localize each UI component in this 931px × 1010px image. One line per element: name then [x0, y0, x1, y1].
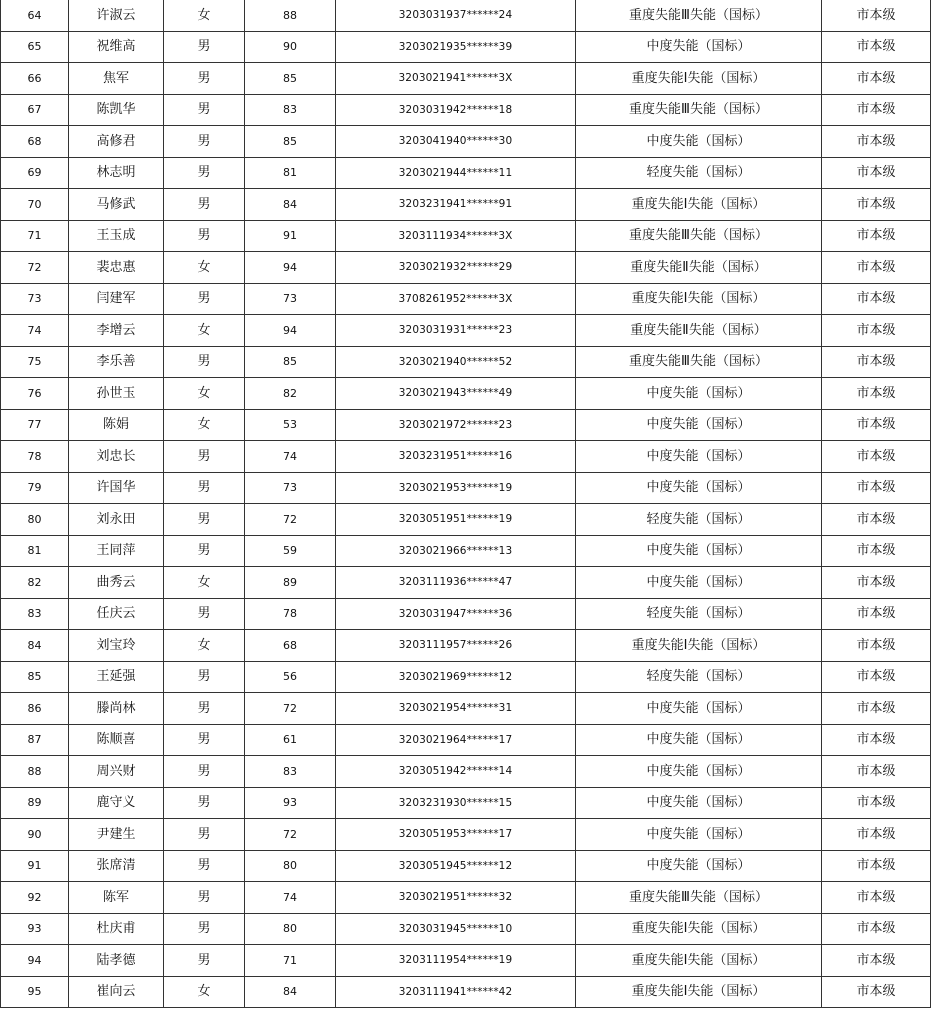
gender-cell: 男: [164, 283, 245, 315]
id-number-cell: 3203051951******19: [336, 504, 576, 536]
id-number-cell: 3203021953******19: [336, 472, 576, 504]
gender-cell: 男: [164, 157, 245, 189]
table-row: [1, 63, 931, 95]
age-cell: 56: [245, 661, 336, 693]
disability-level-cell: 重度失能Ⅲ失能（国标）: [576, 220, 822, 252]
age-cell: 68: [245, 630, 336, 662]
row-number-cell: 85: [1, 661, 69, 693]
age-cell: 85: [245, 63, 336, 95]
region-cell: 市本级: [822, 819, 931, 851]
table-row: [1, 724, 931, 756]
id-number-cell: 3203231941******91: [336, 189, 576, 221]
table-row: [1, 409, 931, 441]
region-cell: 市本级: [822, 472, 931, 504]
table-row: [1, 378, 931, 410]
age-cell: 85: [245, 346, 336, 378]
disability-level-cell: 中度失能（国标）: [576, 693, 822, 725]
row-number-cell: 87: [1, 724, 69, 756]
gender-cell: 男: [164, 63, 245, 95]
disability-level-cell: 中度失能（国标）: [576, 441, 822, 473]
row-number-cell: 67: [1, 94, 69, 126]
row-number-cell: 78: [1, 441, 69, 473]
row-number-cell: 68: [1, 126, 69, 158]
id-number-cell: 3203021966******13: [336, 535, 576, 567]
region-cell: 市本级: [822, 409, 931, 441]
gender-cell: 女: [164, 567, 245, 599]
id-number-cell: 3203031945******10: [336, 913, 576, 945]
id-number-cell: 3203051945******12: [336, 850, 576, 882]
name-cell: 滕尚林: [69, 693, 164, 725]
gender-cell: 女: [164, 252, 245, 284]
name-cell: 崔向云: [69, 976, 164, 1008]
region-cell: 市本级: [822, 189, 931, 221]
name-cell: 王同萍: [69, 535, 164, 567]
name-cell: 杜庆甫: [69, 913, 164, 945]
name-cell: 许国华: [69, 472, 164, 504]
age-cell: 80: [245, 850, 336, 882]
name-cell: 闫建军: [69, 283, 164, 315]
table-row: [1, 441, 931, 473]
id-number-cell: 3203021941******3X: [336, 63, 576, 95]
id-number-cell: 3203021943******49: [336, 378, 576, 410]
row-number-cell: 94: [1, 945, 69, 977]
gender-cell: 男: [164, 819, 245, 851]
disability-level-cell: 中度失能（国标）: [576, 819, 822, 851]
id-number-cell: 3203031937******24: [336, 0, 576, 31]
id-number-cell: 3203021951******32: [336, 882, 576, 914]
table-row: [1, 189, 931, 221]
table-row: [1, 661, 931, 693]
region-cell: 市本级: [822, 504, 931, 536]
region-cell: 市本级: [822, 346, 931, 378]
gender-cell: 男: [164, 661, 245, 693]
name-cell: 曲秀云: [69, 567, 164, 599]
table-row: [1, 819, 931, 851]
name-cell: 王玉成: [69, 220, 164, 252]
age-cell: 85: [245, 126, 336, 158]
gender-cell: 男: [164, 693, 245, 725]
gender-cell: 女: [164, 378, 245, 410]
region-cell: 市本级: [822, 850, 931, 882]
row-number-cell: 83: [1, 598, 69, 630]
region-cell: 市本级: [822, 252, 931, 284]
row-number-cell: 71: [1, 220, 69, 252]
age-cell: 83: [245, 756, 336, 788]
id-number-cell: 3203021954******31: [336, 693, 576, 725]
disability-level-cell: 轻度失能（国标）: [576, 157, 822, 189]
name-cell: 刘宝玲: [69, 630, 164, 662]
id-number-cell: 3203111957******26: [336, 630, 576, 662]
disability-level-cell: 中度失能（国标）: [576, 378, 822, 410]
table-row: [1, 157, 931, 189]
row-number-cell: 79: [1, 472, 69, 504]
disability-level-cell: 重度失能Ⅰ失能（国标）: [576, 189, 822, 221]
id-number-cell: 3203111941******42: [336, 976, 576, 1008]
region-cell: 市本级: [822, 126, 931, 158]
disability-level-cell: 中度失能（国标）: [576, 472, 822, 504]
name-cell: 陆孝德: [69, 945, 164, 977]
region-cell: 市本级: [822, 378, 931, 410]
row-number-cell: 82: [1, 567, 69, 599]
name-cell: 王延强: [69, 661, 164, 693]
row-number-cell: 95: [1, 976, 69, 1008]
disability-level-cell: 中度失能（国标）: [576, 535, 822, 567]
gender-cell: 男: [164, 472, 245, 504]
gender-cell: 男: [164, 535, 245, 567]
table-row: [1, 252, 931, 284]
gender-cell: 男: [164, 346, 245, 378]
id-number-cell: 3203031942******18: [336, 94, 576, 126]
id-number-cell: 3203021935******39: [336, 31, 576, 63]
age-cell: 74: [245, 882, 336, 914]
id-number-cell: 3203051942******14: [336, 756, 576, 788]
row-number-cell: 92: [1, 882, 69, 914]
name-cell: 许淑云: [69, 0, 164, 31]
disability-level-cell: 轻度失能（国标）: [576, 598, 822, 630]
name-cell: 陈顺喜: [69, 724, 164, 756]
row-number-cell: 64: [1, 0, 69, 31]
table-row: [1, 472, 931, 504]
table-row: [1, 315, 931, 347]
name-cell: 刘忠长: [69, 441, 164, 473]
region-cell: 市本级: [822, 157, 931, 189]
table-row: [1, 787, 931, 819]
gender-cell: 女: [164, 976, 245, 1008]
name-cell: 尹建生: [69, 819, 164, 851]
region-cell: 市本级: [822, 0, 931, 31]
gender-cell: 男: [164, 441, 245, 473]
disability-level-cell: 中度失能（国标）: [576, 756, 822, 788]
row-number-cell: 80: [1, 504, 69, 536]
age-cell: 82: [245, 378, 336, 410]
table-row: [1, 31, 931, 63]
name-cell: 陈娟: [69, 409, 164, 441]
age-cell: 84: [245, 189, 336, 221]
age-cell: 71: [245, 945, 336, 977]
row-number-cell: 90: [1, 819, 69, 851]
row-number-cell: 76: [1, 378, 69, 410]
age-cell: 59: [245, 535, 336, 567]
age-cell: 94: [245, 252, 336, 284]
gender-cell: 男: [164, 724, 245, 756]
gender-cell: 男: [164, 94, 245, 126]
name-cell: 陈军: [69, 882, 164, 914]
disability-level-cell: 重度失能Ⅰ失能（国标）: [576, 283, 822, 315]
age-cell: 61: [245, 724, 336, 756]
gender-cell: 男: [164, 504, 245, 536]
name-cell: 祝维高: [69, 31, 164, 63]
name-cell: 孙世玉: [69, 378, 164, 410]
table-row: [1, 882, 931, 914]
region-cell: 市本级: [822, 756, 931, 788]
table-row: [1, 283, 931, 315]
region-cell: 市本级: [822, 598, 931, 630]
name-cell: 周兴财: [69, 756, 164, 788]
row-number-cell: 86: [1, 693, 69, 725]
age-cell: 74: [245, 441, 336, 473]
gender-cell: 男: [164, 913, 245, 945]
name-cell: 李乐善: [69, 346, 164, 378]
age-cell: 81: [245, 157, 336, 189]
id-number-cell: 3203041940******30: [336, 126, 576, 158]
region-cell: 市本级: [822, 220, 931, 252]
gender-cell: 男: [164, 787, 245, 819]
row-number-cell: 84: [1, 630, 69, 662]
region-cell: 市本级: [822, 315, 931, 347]
region-cell: 市本级: [822, 882, 931, 914]
row-number-cell: 66: [1, 63, 69, 95]
disability-level-cell: 重度失能Ⅰ失能（国标）: [576, 945, 822, 977]
id-number-cell: 3203231951******16: [336, 441, 576, 473]
region-cell: 市本级: [822, 976, 931, 1008]
table-row: [1, 220, 931, 252]
name-cell: 李增云: [69, 315, 164, 347]
disability-level-cell: 重度失能Ⅲ失能（国标）: [576, 882, 822, 914]
region-cell: 市本级: [822, 63, 931, 95]
age-cell: 72: [245, 819, 336, 851]
region-cell: 市本级: [822, 693, 931, 725]
gender-cell: 女: [164, 0, 245, 31]
table-row: [1, 346, 931, 378]
disability-level-cell: 重度失能Ⅰ失能（国标）: [576, 630, 822, 662]
disability-level-cell: 重度失能Ⅲ失能（国标）: [576, 94, 822, 126]
table-row: [1, 0, 931, 31]
id-number-cell: 3203031931******23: [336, 315, 576, 347]
disability-level-cell: 重度失能Ⅲ失能（国标）: [576, 346, 822, 378]
age-cell: 72: [245, 504, 336, 536]
name-cell: 焦军: [69, 63, 164, 95]
disability-level-cell: 中度失能（国标）: [576, 850, 822, 882]
region-cell: 市本级: [822, 630, 931, 662]
id-number-cell: 3203051953******17: [336, 819, 576, 851]
region-cell: 市本级: [822, 661, 931, 693]
region-cell: 市本级: [822, 94, 931, 126]
row-number-cell: 69: [1, 157, 69, 189]
gender-cell: 男: [164, 220, 245, 252]
table-row: [1, 567, 931, 599]
gender-cell: 女: [164, 630, 245, 662]
age-cell: 89: [245, 567, 336, 599]
region-cell: 市本级: [822, 787, 931, 819]
region-cell: 市本级: [822, 535, 931, 567]
disability-level-cell: 重度失能Ⅰ失能（国标）: [576, 976, 822, 1008]
id-number-cell: 3203021964******17: [336, 724, 576, 756]
table-row: [1, 598, 931, 630]
disability-level-cell: 中度失能（国标）: [576, 787, 822, 819]
id-number-cell: 3203031947******36: [336, 598, 576, 630]
age-cell: 88: [245, 0, 336, 31]
age-cell: 72: [245, 693, 336, 725]
disability-level-cell: 中度失能（国标）: [576, 724, 822, 756]
row-number-cell: 73: [1, 283, 69, 315]
gender-cell: 男: [164, 598, 245, 630]
id-number-cell: 3203111954******19: [336, 945, 576, 977]
row-number-cell: 70: [1, 189, 69, 221]
table-body: [1, 0, 931, 1008]
region-cell: 市本级: [822, 31, 931, 63]
disability-level-cell: 轻度失能（国标）: [576, 504, 822, 536]
row-number-cell: 65: [1, 31, 69, 63]
gender-cell: 女: [164, 409, 245, 441]
table-row: [1, 630, 931, 662]
disability-level-cell: 重度失能Ⅰ失能（国标）: [576, 63, 822, 95]
table-row: [1, 756, 931, 788]
name-cell: 林志明: [69, 157, 164, 189]
region-cell: 市本级: [822, 441, 931, 473]
name-cell: 鹿守义: [69, 787, 164, 819]
id-number-cell: 3203231930******15: [336, 787, 576, 819]
name-cell: 马修武: [69, 189, 164, 221]
age-cell: 83: [245, 94, 336, 126]
table-row: [1, 535, 931, 567]
gender-cell: 男: [164, 756, 245, 788]
age-cell: 53: [245, 409, 336, 441]
name-cell: 张席清: [69, 850, 164, 882]
age-cell: 80: [245, 913, 336, 945]
table-row: [1, 693, 931, 725]
table-row: [1, 850, 931, 882]
row-number-cell: 91: [1, 850, 69, 882]
id-number-cell: 3203021972******23: [336, 409, 576, 441]
disability-level-cell: 中度失能（国标）: [576, 567, 822, 599]
gender-cell: 男: [164, 31, 245, 63]
id-number-cell: 3203111934******3X: [336, 220, 576, 252]
region-cell: 市本级: [822, 913, 931, 945]
table-row: [1, 945, 931, 977]
age-cell: 84: [245, 976, 336, 1008]
disability-level-cell: 重度失能Ⅲ失能（国标）: [576, 0, 822, 31]
name-cell: 刘永田: [69, 504, 164, 536]
row-number-cell: 89: [1, 787, 69, 819]
disability-level-cell: 中度失能（国标）: [576, 409, 822, 441]
table-row: [1, 504, 931, 536]
age-cell: 94: [245, 315, 336, 347]
age-cell: 90: [245, 31, 336, 63]
id-number-cell: 3708261952******3X: [336, 283, 576, 315]
gender-cell: 男: [164, 945, 245, 977]
age-cell: 73: [245, 472, 336, 504]
table-row: [1, 126, 931, 158]
gender-cell: 男: [164, 126, 245, 158]
id-number-cell: 3203021944******11: [336, 157, 576, 189]
age-cell: 93: [245, 787, 336, 819]
row-number-cell: 72: [1, 252, 69, 284]
disability-level-cell: 重度失能Ⅰ失能（国标）: [576, 913, 822, 945]
region-cell: 市本级: [822, 283, 931, 315]
name-cell: 裴忠惠: [69, 252, 164, 284]
disability-level-cell: 重度失能Ⅱ失能（国标）: [576, 252, 822, 284]
id-number-cell: 3203021969******12: [336, 661, 576, 693]
row-number-cell: 74: [1, 315, 69, 347]
disability-level-cell: 重度失能Ⅱ失能（国标）: [576, 315, 822, 347]
table-row: [1, 976, 931, 1008]
region-cell: 市本级: [822, 724, 931, 756]
gender-cell: 女: [164, 315, 245, 347]
region-cell: 市本级: [822, 945, 931, 977]
disability-level-cell: 中度失能（国标）: [576, 31, 822, 63]
row-number-cell: 88: [1, 756, 69, 788]
age-cell: 78: [245, 598, 336, 630]
gender-cell: 男: [164, 882, 245, 914]
name-cell: 高修君: [69, 126, 164, 158]
id-number-cell: 3203021940******52: [336, 346, 576, 378]
gender-cell: 男: [164, 189, 245, 221]
region-cell: 市本级: [822, 567, 931, 599]
table-row: [1, 94, 931, 126]
name-cell: 任庆云: [69, 598, 164, 630]
id-number-cell: 3203021932******29: [336, 252, 576, 284]
age-cell: 91: [245, 220, 336, 252]
age-cell: 73: [245, 283, 336, 315]
disability-level-cell: 轻度失能（国标）: [576, 661, 822, 693]
row-number-cell: 81: [1, 535, 69, 567]
gender-cell: 男: [164, 850, 245, 882]
name-cell: 陈凯华: [69, 94, 164, 126]
row-number-cell: 75: [1, 346, 69, 378]
disability-level-cell: 中度失能（国标）: [576, 126, 822, 158]
row-number-cell: 93: [1, 913, 69, 945]
id-number-cell: 3203111936******47: [336, 567, 576, 599]
table-row: [1, 913, 931, 945]
row-number-cell: 77: [1, 409, 69, 441]
